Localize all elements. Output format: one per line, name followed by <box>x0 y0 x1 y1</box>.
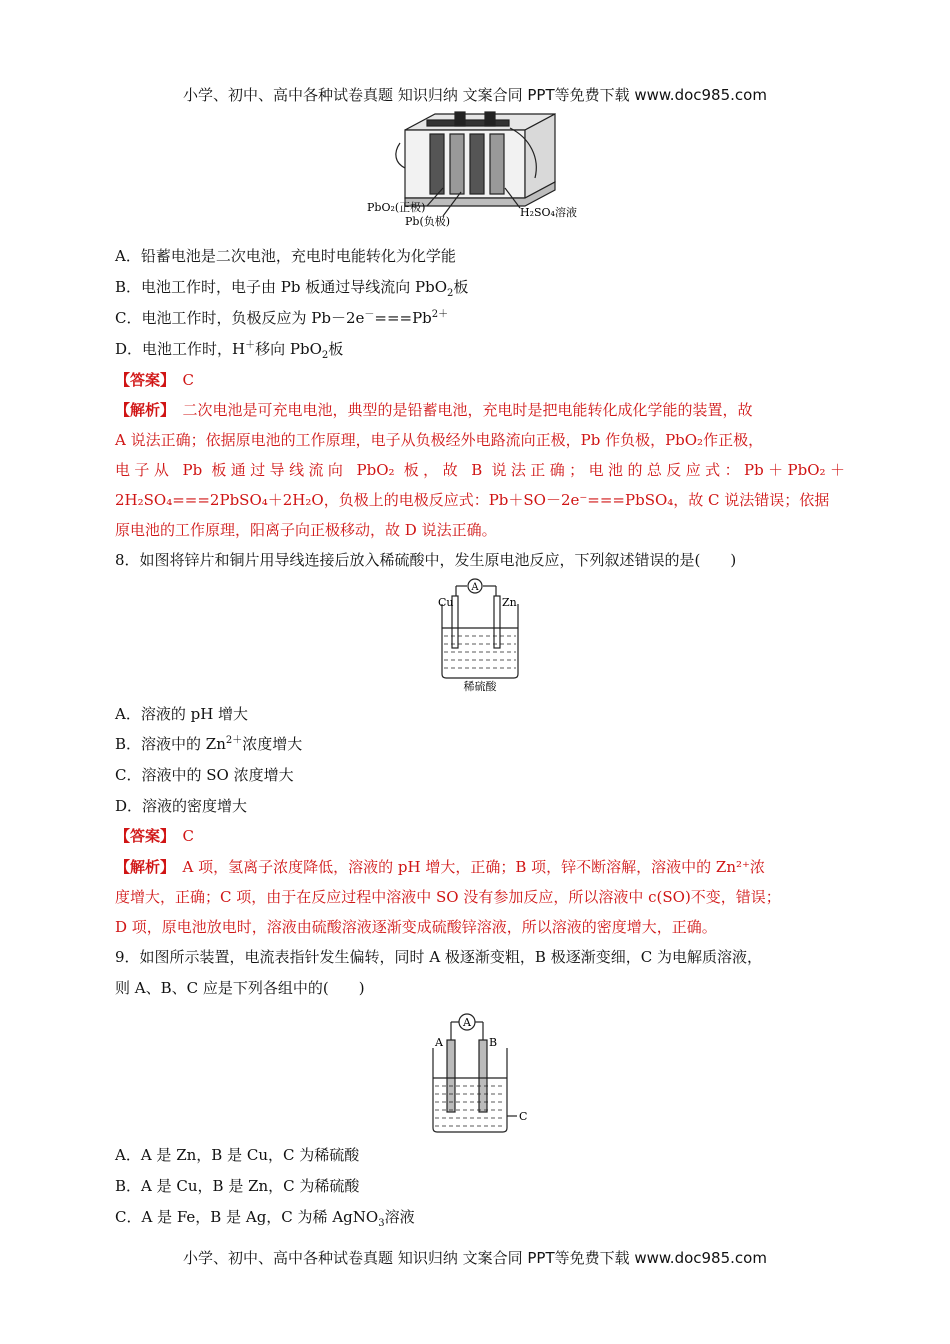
meter-label: A <box>471 582 479 593</box>
page-header: 小学、初中、高中各种试卷真题 知识归纳 文案合同 PPT等免费下载 www.doc985.com <box>183 86 767 104</box>
ammeter-label: A <box>463 1016 471 1029</box>
pb-label: Pb(负极) <box>405 215 451 228</box>
q7-analysis-line-5: 原电池的工作原理，阳离子向正极移动，故 D 说法正确。 <box>115 521 497 539</box>
q7-analysis-line-1: 【解析】 二次电池是可充电电池，典型的是铅蓄电池，充电时是把电能转化成化学能的装置，故 <box>115 401 753 419</box>
q7-analysis-line-2: A 说法正确；依据原电池的工作原理，电子从负极经外电路流向正极，Pb 作负极，PbO₂作正极， <box>115 431 764 449</box>
q9-stem-line-2: 则 A、B、C 应是下列各组中的( ) <box>115 979 365 997</box>
page-footer: 小学、初中、高中各种试卷真题 知识归纳 文案合同 PPT等免费下载 www.doc985.com <box>183 1249 767 1267</box>
q9-stem-line-1: 9．如图所示装置，电流表指针发生偏转，同时 A 极逐渐变粗，B 极逐渐变细，C 为电解质溶液， <box>115 948 762 966</box>
q8-option-d: D．溶液的密度增大 <box>115 797 248 815</box>
pbo2-label: PbO₂(正极) <box>367 201 426 214</box>
ab-electrode-cell-figure <box>425 1010 535 1135</box>
q8-option-a: A．溶液的 pH 增大 <box>115 705 249 723</box>
h2so4-label: H₂SO₄溶液 <box>520 206 577 219</box>
q8-analysis-line-2: 度增大，正确；C 项，由于在反应过程中溶液中 SO 没有参加反应，所以溶液中 c(SO)不变，错误； <box>115 888 781 906</box>
lead-acid-battery-figure <box>365 108 605 230</box>
q7-analysis-line-4: 2H₂SO₄===2PbSO₄＋2H₂O，负极上的电极反应式：Pb＋SO－2e⁻===PbSO₄，故 C 说法错误；依据 <box>115 491 830 509</box>
q7-option-b: B．电池工作时，电子由 Pb 板通过导线流向 PbO$_2$板 <box>115 278 469 299</box>
q8-stem: 8．如图将锌片和铜片用导线连接后放入稀硫酸中，发生原电池反应，下列叙述错误的是( ) <box>115 551 737 569</box>
cu-label: Cu <box>438 596 454 609</box>
q7-answer: 【答案】 C <box>115 371 195 389</box>
q8-option-c: C．溶液中的 SO 浓度增大 <box>115 766 294 784</box>
q9-option-a: A．A 是 Zn，B 是 Cu，C 为稀硫酸 <box>115 1146 360 1164</box>
q9-option-c: C．A 是 Fe，B 是 Ag，C 为稀 AgNO$_3$溶液 <box>115 1208 415 1229</box>
electrolyte-c-label: C <box>519 1110 528 1123</box>
q8-analysis-line-3: D 项，原电池放电时，溶液由硫酸溶液逐渐变成硫酸锌溶液，所以溶液的密度增大，正确。 <box>115 918 717 936</box>
q9-option-b: B．A 是 Cu，B 是 Zn，C 为稀硫酸 <box>115 1177 360 1195</box>
electrode-b-label: B <box>489 1036 498 1049</box>
q7-option-c: C．电池工作时，负极反应为 $Pb-2e^-===Pb^{2+}$ <box>115 309 449 327</box>
q7-option-a: A．铅蓄电池是二次电池，充电时电能转化为化学能 <box>115 247 456 265</box>
cu-zn-cell-figure <box>430 576 530 694</box>
electrode-a-label: A <box>435 1036 443 1049</box>
q8-answer: 【答案】 C <box>115 827 195 845</box>
q8-option-b: B．溶液中的 $Zn^{2+}$浓度增大 <box>115 735 303 753</box>
q8-analysis-line-1: 【解析】 A 项，氢离子浓度降低，溶液的 pH 增大，正确；B 项，锌不断溶解，溶液中的 Zn²⁺浓 <box>115 858 765 876</box>
q7-option-d: D．电池工作时，H＋移向 PbO$_2$板 <box>115 340 344 361</box>
q7-analysis-line-3: 电子从 Pb 板通过导线流向 PbO₂ 板，故 B 说法正确；电池的总反应式：Pb＋PbO₂＋ <box>115 461 845 479</box>
dilute-sulfuric-label: 稀硫酸 <box>463 680 497 693</box>
zn-label: Zn <box>502 596 517 609</box>
